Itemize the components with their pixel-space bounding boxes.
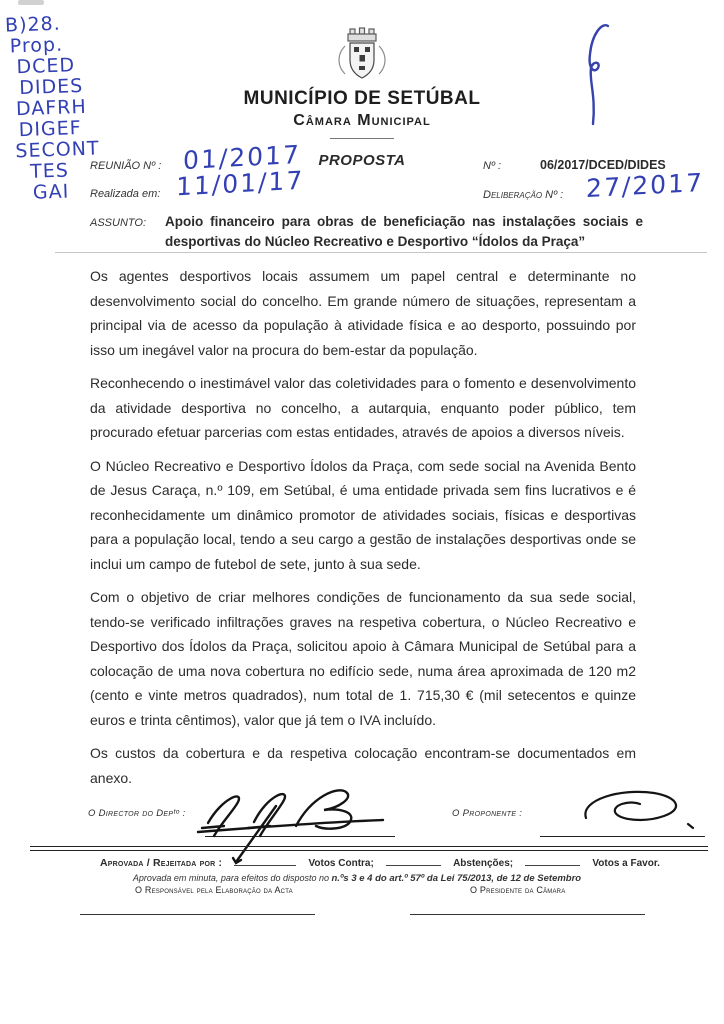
realizada-label: Realizada em: [90, 188, 161, 200]
routing-note-line: DIDES [18, 74, 84, 100]
paragraph: Os custos da cobertura e da respetiva colocação encontram-se documentados em anexo. [90, 745, 636, 786]
document-type-title: PROPOSTA [318, 152, 406, 169]
proponente-signature-line [540, 836, 705, 837]
voting-row [100, 855, 660, 869]
abstentions-label: Abstenções; [453, 858, 514, 869]
routing-note-line: DIGEF [18, 117, 82, 142]
routing-note-line: Prop. [9, 33, 64, 58]
proponente-signature [572, 784, 702, 836]
president-label: O Presidente da Câmara [470, 885, 566, 895]
votes-against-blank [234, 855, 296, 866]
header-divider [330, 138, 394, 139]
numero-label: Nº : [483, 160, 502, 172]
paragraph: Reconhecendo o inestimável valor das coletividades para o fomento e desenvolvimento da atividade desportiva no concelho, a autarquia, enquanto poder público, tem procurado efetuar parcerias com estas entidades, através de apoios a diversos níveis. [90, 375, 636, 440]
votes-for-blank [525, 855, 580, 866]
assunto-label: ASSUNTO: [90, 217, 147, 229]
routing-note-line: DCED [16, 54, 76, 79]
votes-for-label: Votos a Favor. [592, 858, 660, 869]
routing-note-line: SECONT [15, 137, 100, 163]
minuta-note [70, 873, 644, 884]
minuta-note-prefix: Aprovada em minuta, para efeitos do disposto no [132, 873, 332, 883]
routing-note-line: GAI [32, 180, 70, 204]
scan-artifact-smudge [18, 0, 44, 5]
deliberacao-value-handwritten: 27/2017 [585, 167, 705, 204]
assunto-divider [55, 252, 707, 253]
abstentions-blank [386, 855, 441, 866]
routing-note-line: B)28. [4, 12, 62, 37]
president-signature-line [410, 914, 645, 915]
director-label: O Director do Depᵗᵒ : [88, 808, 186, 819]
proponente-label: O Proponente : [452, 808, 523, 819]
acta-signature-line [80, 914, 315, 915]
municipal-crest-icon [333, 24, 391, 86]
director-signature [178, 778, 410, 866]
approval-label: Aprovada / Rejeitada por : [100, 857, 223, 869]
paragraph: Os agentes desportivos locais assumem um papel central e determinante no desenvolvimento social do concelho. Em grande número de situações, representam a principal via de acesso da população à atividade física e ao desporto, possuindo por isso um inegável valor na procura do bem-estar da população. [90, 268, 636, 358]
chamber-title: Câmara Municipal [293, 112, 431, 129]
deliberacao-label: Deliberação Nº : [483, 189, 564, 201]
reuniao-value-handwritten: 01/2017 [182, 139, 302, 176]
paragraph: Com o objetivo de criar melhores condições de funcionamento da sua sede social, tendo-se verificado infiltrações graves na respetiva cobertura, o Núcleo Recreativo e Desportivo dos Ídolos da Praça, solicitou apoio à Câmara Municipal de Setúbal para a colocação de uma nova cobertura no edifício sede, numa área aproximada de 120 m2 (cento e vinte metros quadrados), num total de 1. 715,30 € (mil setecentos e quinze euros e trinta cêntimos), valor que já tem o IVA incluído. [90, 589, 636, 728]
assunto-value: Apoio financeiro para obras de beneficiação nas instalações sociais e desportivas do Núcleo Recreativo e Desportivo “Ídolos da Praça” [165, 214, 643, 249]
section-double-divider [30, 846, 708, 851]
votes-against-label: Votos Contra; [308, 858, 374, 869]
acta-responsible-label: O Responsável pela Elaboração da Acta [135, 885, 293, 895]
body-text [90, 264, 636, 799]
routing-note-line: TES [29, 159, 70, 183]
reuniao-label: REUNIÃO Nº : [90, 160, 162, 172]
numero-value: 06/2017/DCED/DIDES [540, 158, 666, 172]
paragraph: O Núcleo Recreativo e Desportivo Ídolos da Praça, com sede social na Avenida Bento de Jesus Caraça, n.º 109, em Setúbal, é uma entidade privada sem fins lucrativos e é reconhecidamente um dinâmico promotor de atividades sociais, físicas e desportivas para a população local, tendo a seu cargo a gestão de instalações desportivas onde se inclui um campo de futebol de sete, junto à sua sede. [90, 457, 636, 572]
routing-note-line: DAFRH [15, 95, 88, 121]
municipality-title: MUNICÍPIO DE SETÚBAL [243, 88, 481, 109]
minuta-note-emphasis: n.ºs 3 e 4 do art.º 57º da Lei 75/2013, de 12 de Setembro [331, 873, 582, 884]
realizada-value-handwritten: 11/01/17 [175, 165, 305, 202]
